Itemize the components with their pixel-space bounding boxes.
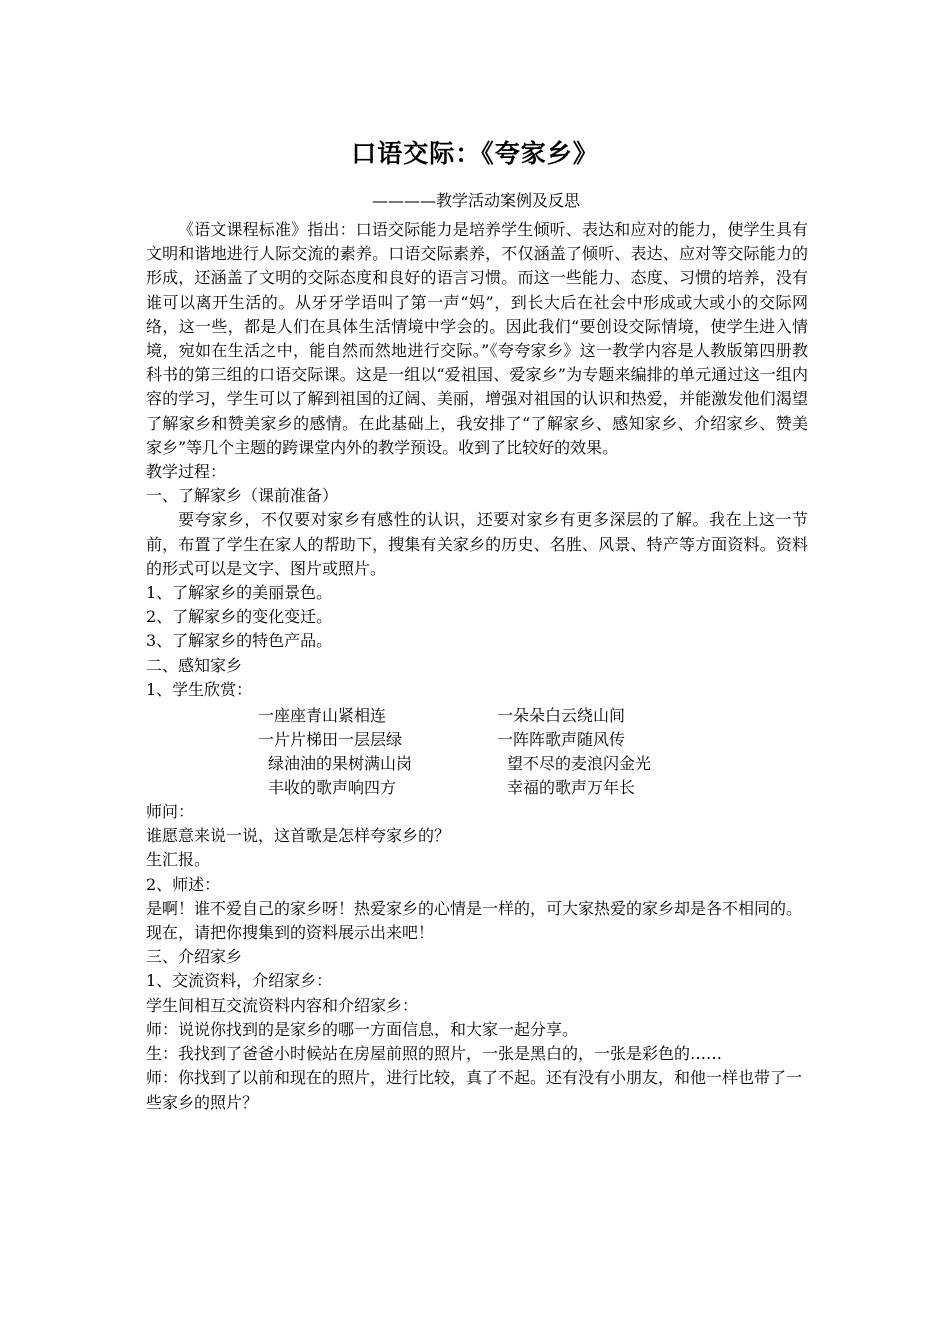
section-3-line-4: 师：你找到了以前和现在的照片，进行比较，真了不起。还有没有小朋友，和他一样也带了一些家乡的照片？ bbox=[146, 1068, 803, 1112]
section-1-heading: 一、了解家乡（课前准备） bbox=[146, 486, 339, 506]
teacher-question: 谁愿意来说一说，这首歌是怎样夸家乡的？ bbox=[146, 826, 451, 846]
student-report: 生汇报。 bbox=[146, 850, 211, 870]
section-1-item-1: 1、了解家乡的美丽景色。 bbox=[146, 583, 333, 603]
poem-line: 一座座青山紧相连 bbox=[258, 706, 387, 726]
section-2-sub-1: 1、学生欣赏： bbox=[146, 679, 253, 699]
poem-line: 绿油油的果树满山岗 bbox=[268, 754, 413, 774]
poem-line: 一片片梯田一层层绿 bbox=[258, 730, 403, 750]
teacher-ask-label: 师问： bbox=[146, 802, 195, 822]
document-title: 口语交际：《夸家乡》 bbox=[351, 139, 599, 168]
poem-line: 望不尽的麦浪闪金光 bbox=[507, 754, 652, 774]
section-3-sub-1: 1、交流资料，介绍家乡： bbox=[146, 971, 333, 991]
section-1-paragraph: 要夸家乡，不仅要对家乡有感性的认识，还要对家乡有更多深层的了解。我在上这一节前，布置了学生在家人的帮助下，搜集有关家乡的历史、名胜、风景、特产等方面资料。资料的形式可以是文字、图片或照片。 bbox=[146, 510, 808, 578]
document-body bbox=[146, 218, 808, 1115]
section-3-heading: 三、介绍家乡 bbox=[146, 947, 243, 967]
poem-line: 一朵朵白云绕山间 bbox=[497, 706, 626, 726]
section-3-line-1: 学生间相互交流资料内容和介绍家乡： bbox=[146, 995, 419, 1015]
poem-line: 幸福的歌声万年长 bbox=[507, 778, 636, 798]
section-1-item-2: 2、了解家乡的变化变迁。 bbox=[146, 607, 333, 627]
section-2-sub-2-text: 是啊！谁不爱自己的家乡呀！热爱家乡的心情是一样的，可大家热爱的家乡却是各不相同的。现在，请把你搜集到的资料展示出来吧！ bbox=[146, 898, 803, 943]
process-heading: 教学过程： bbox=[146, 462, 227, 482]
poem-block bbox=[146, 702, 808, 800]
section-2-heading: 二、感知家乡 bbox=[146, 655, 243, 675]
section-3-line-3: 生：我找到了爸爸小时候站在房屋前照的照片，一张是黑白的，一张是彩色的…… bbox=[146, 1044, 723, 1064]
intro-paragraph: 《语文课程标准》指出：口语交际能力是培养学生倾听、表达和应对的能力，使学生具有文明和谐地进行人际交流的素养。口语交际素养，不仅涵盖了倾听、表达、应对等交际能力的形成，还涵盖了文明的交际态度和良好的语言习惯。而这一些能力、态度、习惯的培养，没有谁可以离开生活的。从牙牙学语叫了第一声“妈”，到长大后在社会中形成或大或小的交际网络，这一些，都是人们在具体生活情境中学会的。因此我们“要创设交际情境，使学生进入情境，宛如在生活之中，能自然而然地进行交际。”《夸夸家乡》这一教学内容是人教版第四册教科书的第三组的口语交际课。这是一组以“爱祖国、爱家乡”为专题来编排的单元通过这一组内容的学习，学生可以了解到祖国的辽阔、美丽，增强对祖国的认识和热爱，并能激发他们渴望了解家乡和赞美家乡的感情。在此基础上，我安排了“了解家乡、感知家乡、介绍家乡、赞美家乡”等几个主题的跨课堂内外的教学预设。收到了比较好的效果。 bbox=[146, 220, 808, 457]
poem-line: 一阵阵歌声随风传 bbox=[497, 730, 626, 750]
section-3-line-2: 师：说说你找到的是家乡的哪一方面信息，和大家一起分享。 bbox=[146, 1019, 579, 1039]
section-2-sub-2: 2、师述： bbox=[146, 874, 221, 894]
document-subtitle: ————教学活动案例及反思 bbox=[372, 191, 581, 210]
poem-line: 丰收的歌声响四方 bbox=[268, 778, 397, 798]
section-1-item-3: 3、了解家乡的特色产品。 bbox=[146, 631, 333, 651]
